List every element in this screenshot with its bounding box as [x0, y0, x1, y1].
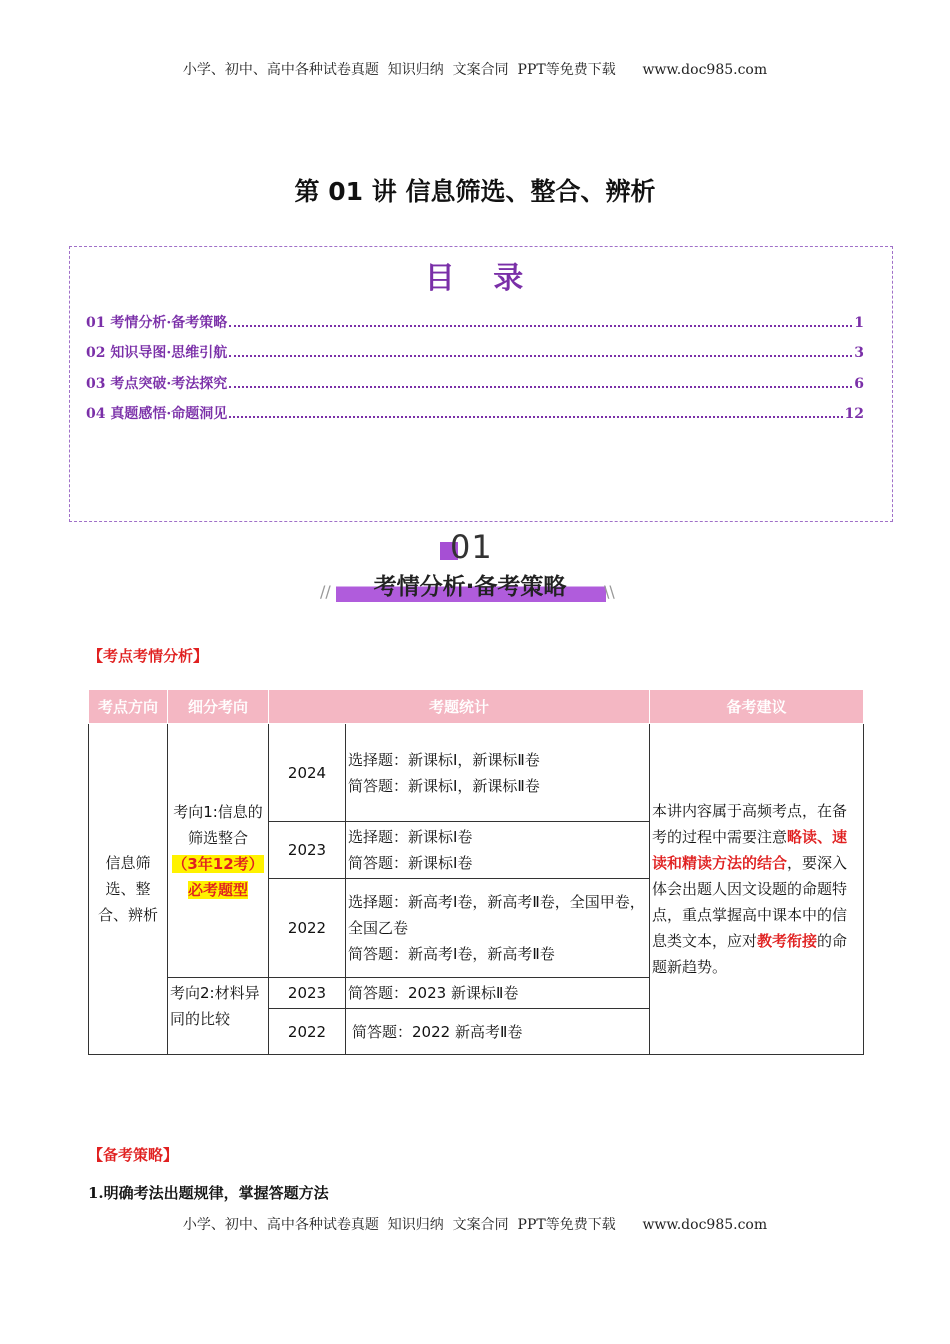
advice-cell [650, 724, 864, 1055]
header-statistics: 考题统计 [269, 690, 650, 724]
year-cell: 2022 [269, 1009, 346, 1055]
banner-number: 01 [450, 528, 493, 566]
subdirection-2-cell: 考向2:材料异同的比较 [168, 978, 269, 1055]
toc-item[interactable] [86, 342, 864, 362]
statistics-cell: 选择题：新课标Ⅰ卷 简答题：新课标Ⅰ卷 [346, 822, 650, 879]
toc-item-page: 12 [844, 406, 864, 422]
page-header: 小学、初中、高中各种试卷真题 知识归纳 文案合同 PPT等免费下载 www.doc985.com [182, 62, 768, 78]
toc-leader-dots [229, 345, 852, 357]
toc-leader-dots [229, 376, 852, 388]
toc-leader-dots [229, 315, 852, 327]
section-label-analysis: 【考点考情分析】 [88, 647, 209, 665]
header-direction: 考点方向 [89, 690, 168, 724]
page-footer: 小学、初中、高中各种试卷真题 知识归纳 文案合同 PPT等免费下载 www.doc985.com [182, 1217, 768, 1233]
banner-title: 考情分析·备考策略 [373, 574, 567, 600]
section-banner [320, 528, 620, 608]
subdirection-1-text: 考向1:信息的筛选整合 [173, 802, 263, 847]
direction-cell: 信息筛选、整合、辨析 [89, 724, 168, 1055]
year-cell: 2024 [269, 724, 346, 822]
header-subdirection: 细分考向 [168, 690, 269, 724]
year-cell: 2023 [269, 822, 346, 879]
advice-highlight-teaching: 教考衔接 [757, 932, 818, 950]
statistics-cell: 选择题：新高考Ⅰ卷，新高考Ⅱ卷，全国甲卷，全国乙卷 简答题：新高考Ⅰ卷，新高考Ⅱ卷 [346, 879, 650, 978]
header-advice: 备考建议 [650, 690, 864, 724]
toc-item-page: 1 [854, 315, 864, 331]
toc-heading: 目 录 [424, 261, 538, 296]
toc-item[interactable] [86, 403, 864, 423]
statistics-cell: 简答题：2023 新课标Ⅱ卷 [346, 978, 650, 1009]
advice-highlight-reading: 略读、速读和精读方法的结合 [652, 828, 848, 872]
banner-right-mark: \\ [604, 582, 615, 601]
toc-item-label: 04 真题感悟·命题洞见 [86, 406, 228, 422]
toc-item[interactable] [86, 312, 864, 332]
subdirection-1-required-tag: 必考题型 [187, 880, 248, 899]
toc-item-label: 02 知识导图·思维引航 [86, 345, 228, 361]
toc-item-page: 6 [854, 376, 864, 392]
table-of-contents [69, 246, 893, 522]
toc-item[interactable] [86, 373, 864, 393]
subdirection-1-count-tag: （3年12考） [172, 854, 264, 873]
banner-left-mark: // [320, 582, 331, 601]
section-label-strategy: 【备考策略】 [88, 1146, 179, 1164]
advice-text-2: ，要深入体会出题人因文设题的命题特点，重点掌握高中课本中的信息类文本，应对 [652, 854, 848, 950]
subdirection-1-cell [168, 724, 269, 978]
page-title: 第 01 讲 信息筛选、整合、辨析 [294, 177, 656, 206]
statistics-cell: 简答题：2022 新高考Ⅱ卷 [346, 1009, 650, 1055]
strategy-point-1: 1.明确考法出题规律，掌握答题方法 [88, 1184, 329, 1202]
toc-item-label: 03 考点突破·考法探究 [86, 376, 228, 392]
toc-item-label: 01 考情分析·备考策略 [86, 315, 228, 331]
statistics-cell: 选择题：新课标Ⅰ，新课标Ⅱ卷 简答题：新课标Ⅰ，新课标Ⅱ卷 [346, 724, 650, 822]
exam-analysis-table [88, 689, 864, 1055]
advice-text-3: 的命题新趋势。 [652, 932, 848, 976]
toc-item-page: 3 [854, 345, 864, 361]
year-cell: 2023 [269, 978, 346, 1009]
table-header-row [89, 690, 864, 724]
table-row [89, 724, 864, 822]
advice-text-1: 本讲内容属于高频考点，在备考的过程中需要注意 [652, 802, 848, 846]
toc-leader-dots [229, 406, 842, 418]
year-cell: 2022 [269, 879, 346, 978]
